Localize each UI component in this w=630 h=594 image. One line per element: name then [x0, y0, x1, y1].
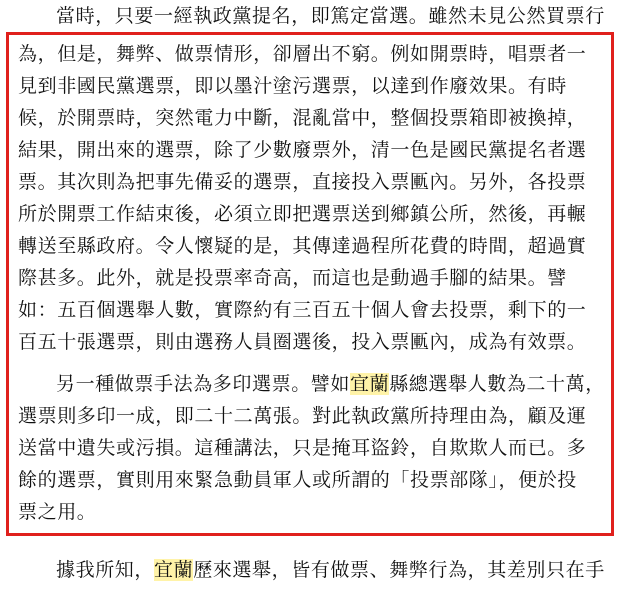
paragraph-line: 票。其次則為把事先備妥的選票，直接投入票匭內。另外，各投票 [18, 171, 587, 193]
highlighted-term: 宜蘭 [154, 559, 194, 581]
paragraph-line: 百五十張選票，則由選務人員圈選後，投入票匭內，成為有效票。 [18, 331, 587, 353]
paragraph-line: 候，於開票時，突然電力中斷，混亂當中，整個投票箱即被換掉， [18, 107, 587, 129]
text-span: 縣總選舉人數為二十萬， [389, 373, 605, 395]
paragraph-line: 選票則多印一成，即二十二萬張。對此執政黨所持理由為，顧及運 [18, 405, 587, 427]
paragraph-line: 見到非國民黨選票，即以墨汁塗污選票，以達到作廢效果。有時 [18, 75, 567, 97]
paragraph-line: 結果，開出來的選票，除了少數廢票外，清一色是國民黨提名者選 [18, 139, 587, 161]
text-span: 歷來選舉，皆有做票、舞弊行為，其差別只在手 [193, 559, 605, 581]
paragraph-line: 所於開票工作結束後，必須立即把選票送到鄉鎮公所，然後，再輾 [18, 203, 587, 225]
highlighted-term: 宜蘭 [350, 373, 390, 395]
paragraph-line: 餘的選票，實則用來緊急動員軍人或所謂的「投票部隊」，便於投 [18, 469, 577, 491]
text-span: 據我所知， [56, 559, 155, 581]
paragraph-line: 轉送至縣政府。令人懷疑的是，其傳達過程所花費的時間，超過實 [18, 235, 587, 257]
paragraph-line: 為，但是，舞弊、做票情形，卻層出不窮。例如開票時，唱票者一 [18, 43, 587, 65]
paragraph-line: 當時，只要一經執政黨提名，即篤定當選。雖然未見公然買票行 [56, 5, 605, 27]
text-span: 另一種做票手法為多印選票。譬如 [56, 373, 351, 395]
paragraph-line: 如：五百個選舉人數，實際約有三百五十個人會去投票，剩下的一 [18, 299, 587, 321]
paragraph-line: 際甚多。此外，就是投票率奇高，而這也是動過手腳的結果。譬 [18, 267, 567, 289]
paragraph-line [56, 370, 605, 399]
paragraph-line: 票之用。 [18, 501, 97, 523]
paragraph-line: 送當中遺失或污損。這種講法，只是掩耳盜鈴，自欺欺人而已。多 [18, 437, 587, 459]
paragraph-line [56, 556, 605, 585]
